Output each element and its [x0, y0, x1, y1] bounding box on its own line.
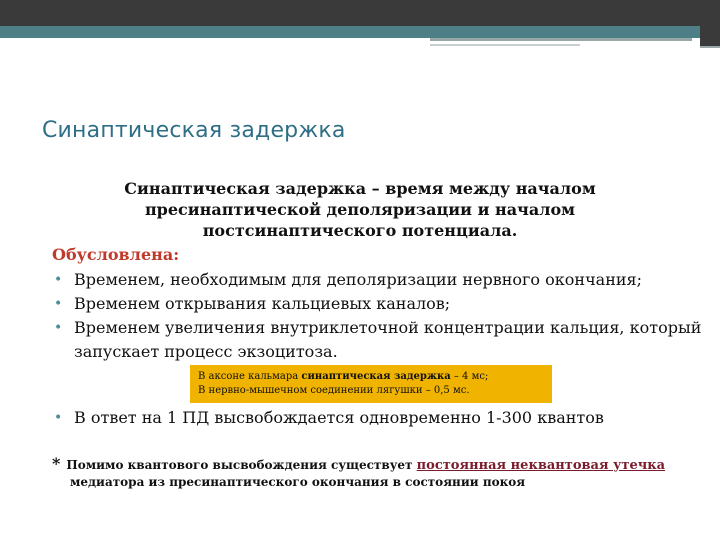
cause-text: Временем открывания кальциевых каналов;: [74, 294, 451, 313]
footnote-link: постоянная неквантовая утечка: [416, 458, 666, 473]
asterisk: *: [52, 454, 61, 473]
slide-title: Синаптическая задержка: [42, 118, 346, 143]
top-dark-bar: [0, 0, 720, 26]
cause-text: Временем увеличения внутриклеточной концентрации кальция, который запускает процесс экзоцитоза.: [74, 318, 702, 361]
top-teal-bar: [0, 26, 700, 38]
quanta-item: [52, 406, 604, 430]
accent-line: [430, 38, 692, 41]
accent-line-corner: [700, 46, 720, 48]
cause-text: Временем, необходимым для деполяризации нервного окончания;: [74, 270, 642, 289]
causes-heading: Обусловлена:: [52, 245, 180, 264]
footnote: [52, 456, 692, 490]
right-corner-block: [700, 0, 720, 46]
bullet-icon: •: [54, 320, 63, 336]
note-text: – 4 мс;: [450, 371, 489, 382]
bullet-icon: •: [54, 410, 63, 426]
bullet-icon: •: [54, 272, 63, 288]
footnote-text: Помимо квантового высвобождения существует: [66, 458, 417, 472]
note-text: В аксоне кальмара: [198, 371, 302, 382]
footnote-line-2: медиатора из пресинаптического окончания в состоянии покоя: [70, 475, 526, 489]
accent-line-thin: [430, 44, 580, 46]
note-line-1: [198, 370, 544, 384]
bullet-icon: •: [54, 296, 63, 312]
note-line-2: В нервно-мышечном соединении лягушки – 0,5 мс.: [198, 385, 470, 396]
list-item: [52, 316, 702, 364]
list-item: [52, 292, 702, 316]
list-item: [52, 268, 702, 292]
causes-list: [52, 268, 702, 364]
quanta-text: В ответ на 1 ПД высвобождается одновременно 1-300 квантов: [74, 408, 604, 427]
note-box: [190, 365, 552, 403]
definition-text: Синаптическая задержка – время между началом пресинаптической деполяризации и началом постсинаптического потенциала.: [124, 179, 596, 240]
note-bold-text: синаптическая задержка: [301, 371, 451, 382]
